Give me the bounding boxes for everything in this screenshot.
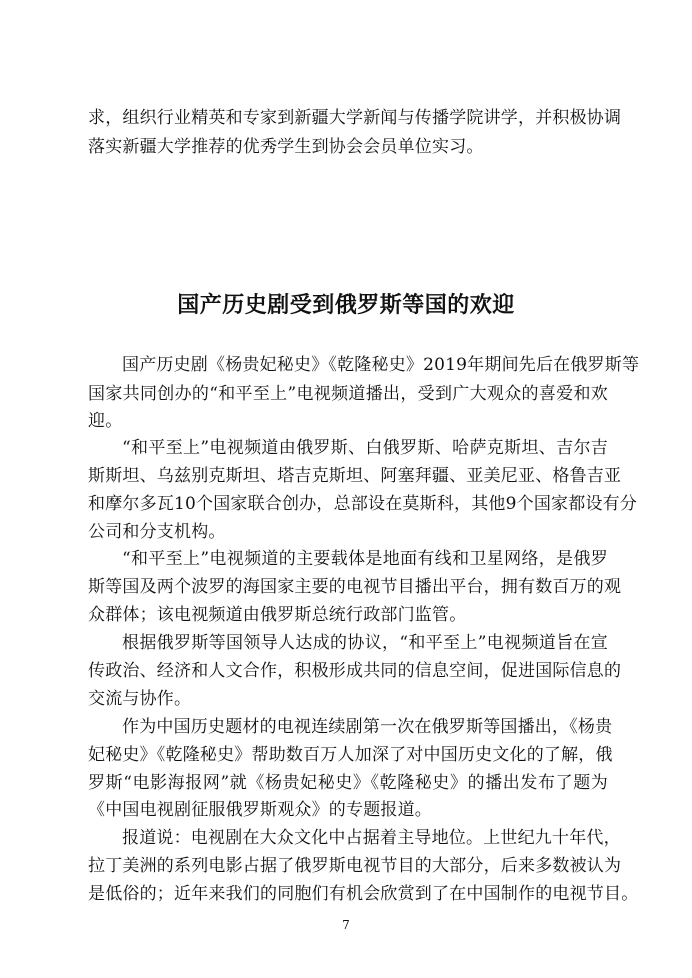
paragraph-line: “和平至上”电视频道的主要载体是地面有线和卫星网络，是俄罗 [122,549,608,569]
page-number: 7 [342,918,350,932]
paragraph-line: 迎。 [88,411,123,431]
paragraph-line: 是低俗的；近年来我们的同胞们有机会欣赏到了在中国制作的电视节目。 [88,884,639,904]
paragraph-line: 传政治、经济和人文合作，积极形成共同的信息空间，促进国际信息的 [88,661,622,681]
paragraph-line: 众群体；该电视频道由俄罗斯总统行政部门监管。 [88,605,467,625]
paragraph-line: 根据俄罗斯等国领导人达成的协议，“和平至上”电视频道旨在宣 [122,633,608,653]
paragraph-line: 《中国电视剧征服俄罗斯观众》的专题报道。 [88,800,432,820]
paragraph-line: 和摩尔多瓦10个国家联合创办，总部设在莫斯科，其他9个国家都设有分 [88,494,638,514]
paragraph-line: 罗斯“电影海报网”就《杨贵妃秘史》《乾隆秘史》的播出发布了题为 [88,773,608,793]
paragraph-line: 拉丁美洲的系列电影占据了俄罗斯电视节目的大部分，后来多数被认为 [88,856,622,876]
paragraph-line: 交流与协作。 [88,689,192,709]
paragraph-line: 妃秘史》《乾隆秘史》帮助数百万人加深了对中国历史文化的了解，俄 [88,745,613,765]
paragraph-line: 报道说：电视剧在大众文化中占据着主导地位。上世纪九十年代， [122,828,621,848]
paragraph-line: 国家共同创办的“和平至上”电视频道播出，受到广大观众的喜爱和欢 [88,384,608,404]
paragraph-line: 作为中国历史题材的电视连续剧第一次在俄罗斯等国播出，《杨贵 [122,717,613,737]
continuation-line: 求，组织行业精英和专家到新疆大学新闻与传播学院讲学，并积极协调 [88,108,622,128]
paragraph-line: 斯斯坦、乌兹别克斯坦、塔吉克斯坦、阿塞拜疆、亚美尼亚、格鲁吉亚 [88,466,622,486]
paragraph-line: 国产历史剧《杨贵妃秘史》《乾隆秘史》2019年期间先后在俄罗斯等 [122,355,640,375]
article-title: 国产历史剧受到俄罗斯等国的欢迎 [177,292,515,318]
continuation-line: 落实新疆大学推荐的优秀学生到协会会员单位实习。 [88,137,484,157]
paragraph-line: 斯等国及两个波罗的海国家主要的电视节目播出平台，拥有数百万的观 [88,577,622,597]
paragraph-line: “和平至上”电视频道由俄罗斯、白俄罗斯、哈萨克斯坦、吉尔吉 [122,438,608,458]
paragraph-line: 公司和分支机构。 [88,522,226,542]
